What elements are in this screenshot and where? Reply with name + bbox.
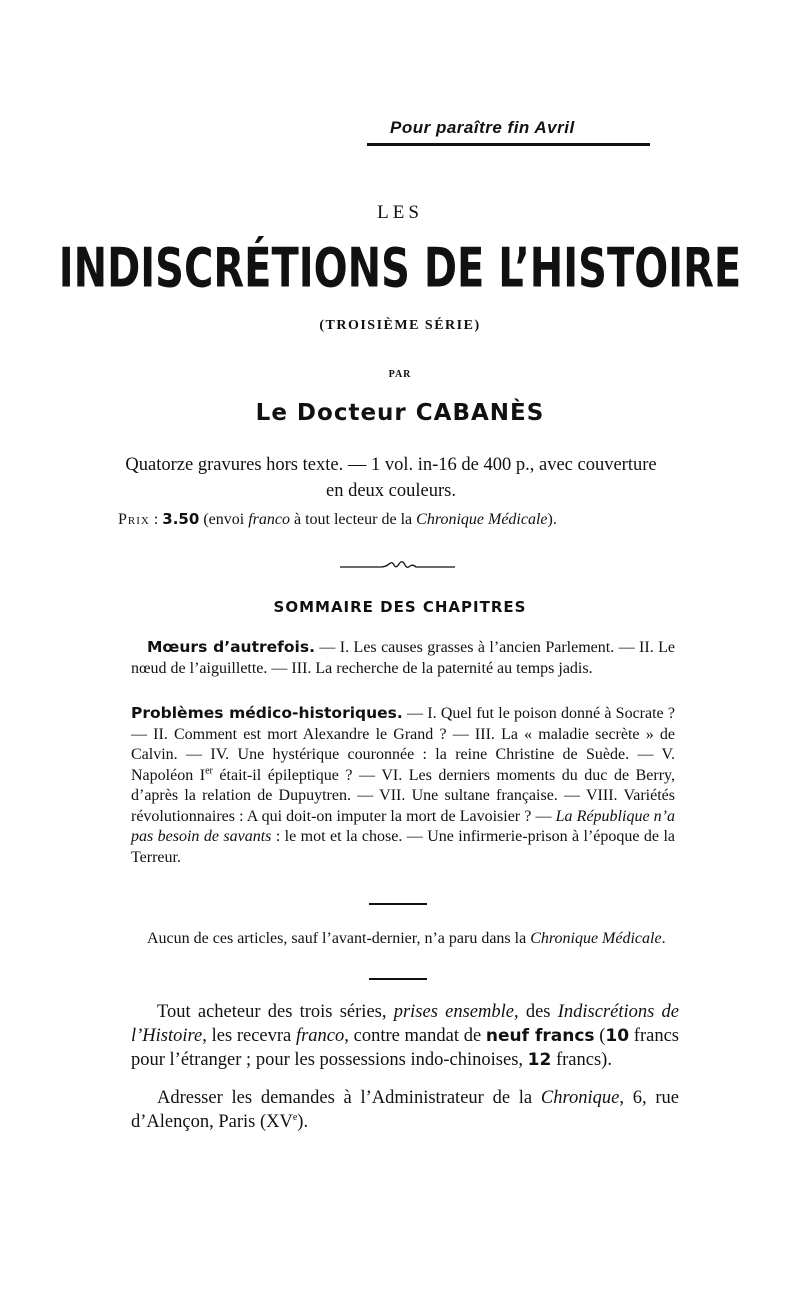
chapter-text: : le mot et la chose. — Une infirmerie-prison à l’époque de la Terreur. <box>131 828 675 866</box>
chapter-heading: Mœurs d’autrefois. <box>147 638 315 656</box>
chapter-text: était-il épileptique ? — VI. Les derniers moments du duc de Berry, d’après la relation de Dupuytren. — VII. Une sultane française. — VIII. Variétés révolutionnaires : A qui doit-on imputer la mort de Lavoisier ? — <box>131 766 675 825</box>
announcement-underline <box>367 143 650 146</box>
address-text: Adresser les demandes à l’Administrateur de la <box>157 1088 541 1108</box>
offer-italic: Indiscrétions de l’Histoire <box>131 1002 679 1046</box>
price-journal: Chronique Médicale <box>416 511 548 528</box>
chapter-section-2 <box>131 703 675 868</box>
announcement: Pour paraître fin Avril <box>390 118 575 137</box>
address-paragraph <box>131 1086 679 1134</box>
offer-text: Tout acheteur des trois séries, <box>157 1002 394 1022</box>
offer-italic: franco <box>295 1026 345 1046</box>
price-text-3: ). <box>547 511 557 528</box>
summary-heading: SOMMAIRE DES CHAPITRES <box>273 598 527 616</box>
offer-price-foreign: 10 <box>605 1026 630 1046</box>
chapter-heading: Problèmes médico-historiques. <box>131 704 403 722</box>
price-amount: 3.50 <box>162 510 200 528</box>
note-end: . <box>661 930 666 947</box>
title-les: LES <box>377 202 423 223</box>
offer-text: , les recevra <box>202 1026 296 1046</box>
chapter-section-1 <box>131 637 675 679</box>
publication-note <box>131 927 675 950</box>
note-journal: Chronique Médicale <box>530 930 662 947</box>
book-description: Quatorze gravures hors texte. — 1 vol. in-16 de 400 p., avec couverture en deux couleurs. <box>125 455 657 501</box>
price-label: Prix <box>118 511 150 528</box>
series-label: (TROISIÈME SÉRIE) <box>319 318 481 333</box>
offer-text: , des <box>513 1002 558 1022</box>
offer-text: ( <box>594 1026 606 1046</box>
page-title: INDISCRÉTIONS DE L’HISTOIRE <box>58 238 742 301</box>
divider <box>369 903 427 905</box>
chapter-text: — I. Quel fut le poison donné à Socrate ? — II. Comment est mort Alexandre le Grand ? — III. La « maladie secrète » de Calvin. — IV. Une hystérique couronnée : la reine Christine de Suède. — V. Napoléon I <box>131 705 675 784</box>
address-text: ). <box>297 1112 309 1132</box>
offer-text: , contre mandat de <box>344 1026 486 1046</box>
offer-italic: prises ensemble <box>393 1002 514 1022</box>
offer-paragraph <box>131 1000 679 1072</box>
offer-text: francs pour l’étranger ; pour les possessions indo-chinoises, <box>131 1026 679 1070</box>
offer-price: neuf francs <box>485 1026 595 1046</box>
offer-text: francs). <box>551 1050 612 1070</box>
ornament-divider <box>340 556 455 576</box>
price-line <box>118 510 664 529</box>
address-journal: Chronique <box>540 1088 620 1108</box>
price-franco: franco <box>248 511 290 528</box>
price-text-1: (envoi <box>199 511 249 528</box>
address-text: , 6, rue d’Alençon, Paris (XV <box>131 1088 679 1132</box>
superscript: er <box>205 765 213 777</box>
chapter-text: — I. Les causes grasses à l’ancien Parlement. — II. Le nœud de l’aiguillette. — III. La recherche de la paternité au temps jadis. <box>131 639 675 677</box>
divider <box>369 978 427 980</box>
superscript: e <box>292 1111 298 1123</box>
offer-price-indochina: 12 <box>527 1050 552 1070</box>
price-sep: : <box>149 511 163 528</box>
by-label: PAR <box>388 369 412 380</box>
chapter-italic: La République n’a pas besoin de savants <box>131 807 676 845</box>
note-text: Aucun de ces articles, sauf l’avant-dernier, n’a paru dans la <box>147 930 531 947</box>
author-name: Le Docteur CABANÈS <box>255 400 545 426</box>
price-text-2: à tout lecteur de la <box>289 511 417 528</box>
